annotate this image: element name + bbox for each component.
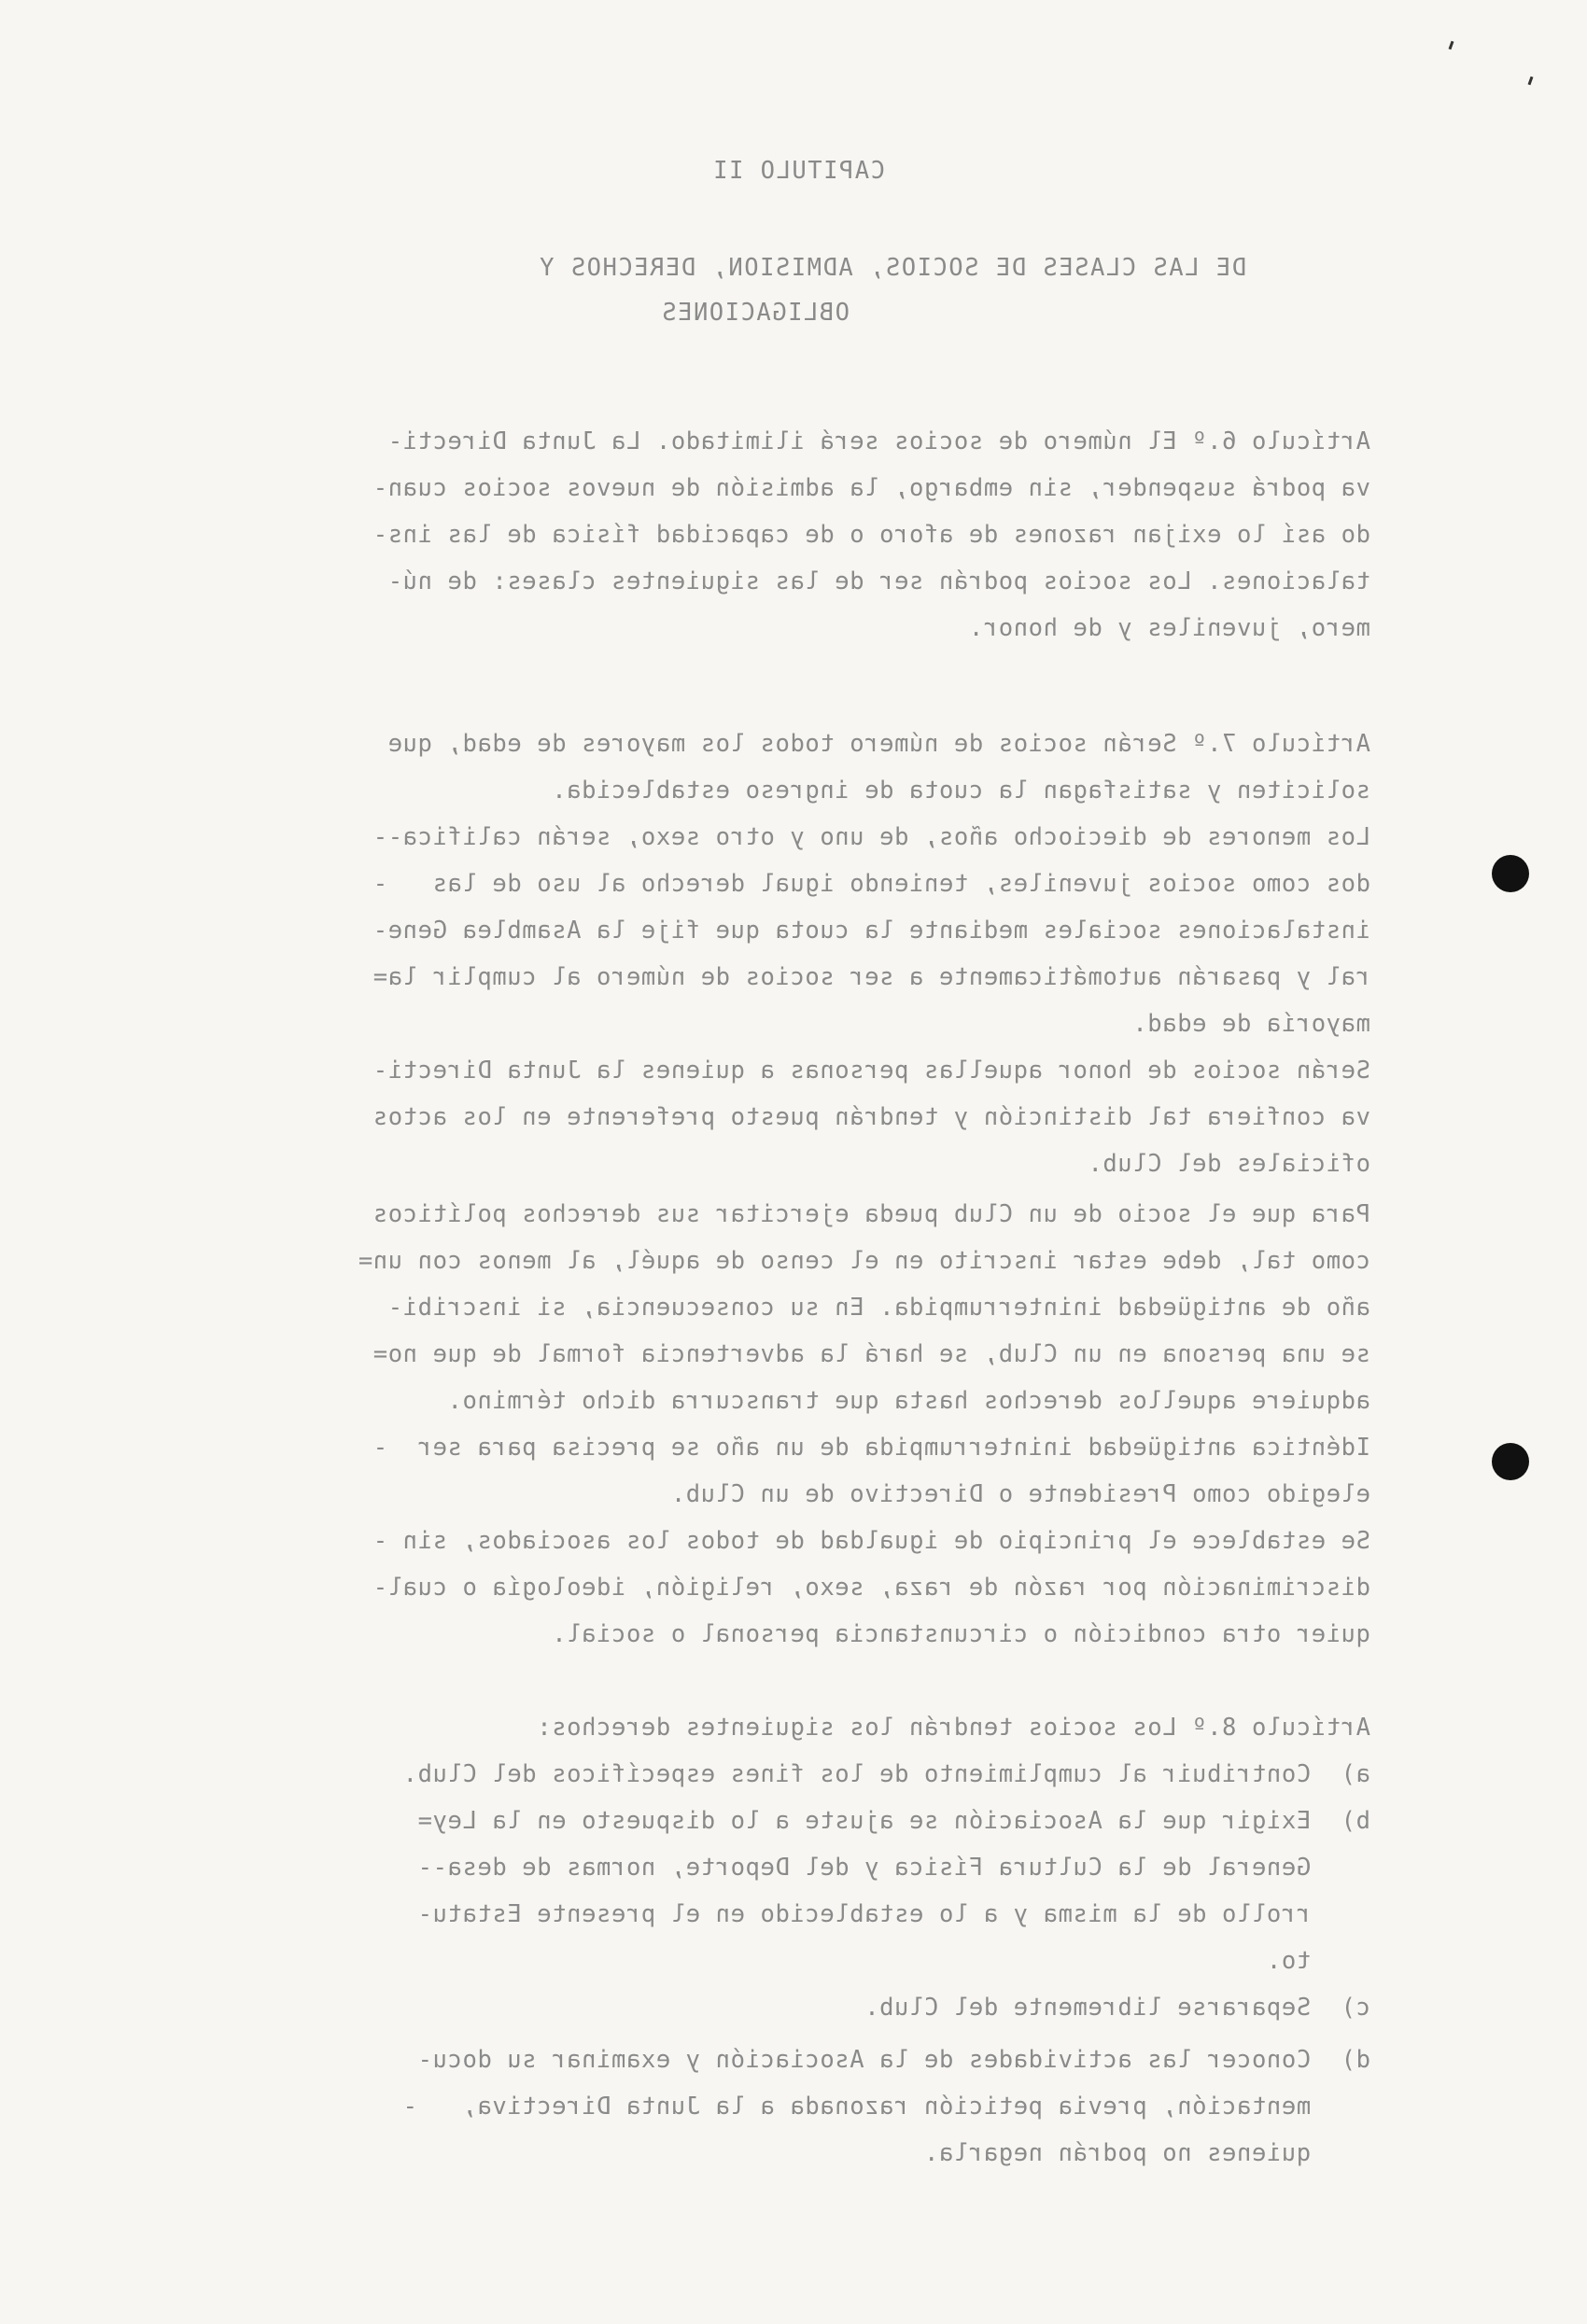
list-item: quienes no podrán negarla.	[923, 2139, 1370, 2167]
text-line: ral y pasarán automáticamente a ser socios de número al cumplir la=	[372, 963, 1370, 991]
text-line: Artículo 8.º Los socios tendrán los siguientes derechos:	[536, 1714, 1370, 1742]
text-line: adquiere aquellos derechos hasta que transcurra dicho término.	[446, 1387, 1370, 1415]
text-line: quier otra condición o circunstancia personal o social.	[551, 1620, 1370, 1648]
text-line: instalaciones sociales mediante la cuota que fije la Asamblea Gene-	[372, 917, 1370, 945]
text-line: Los menores de dieciocho años, de uno y otro sexo, serán califica--	[372, 823, 1370, 851]
text-line: soliciten y satisfagan la cuota de ingreso establecida.	[551, 777, 1370, 805]
punch-hole	[1492, 1443, 1529, 1480]
list-item: rrollo de la misma y a lo establecido en el presente Estatu-	[417, 1900, 1370, 1928]
text-line: Para que el socio de un Club pueda ejercitar sus derechos políticos	[372, 1200, 1370, 1228]
list-item: General de la Cultura Física y del Deporte, normas de desa--	[417, 1854, 1370, 1882]
text-line: talaciones. Los socios podrán ser de las siguientes clases: de nú-	[387, 567, 1370, 595]
text-line: como tal, debe estar inscrito en el censo de aquél, al menos con un=	[358, 1247, 1370, 1275]
list-item: d) Conocer las actividades de la Asociación y examinar su docu-	[417, 2046, 1370, 2074]
list-item: mentación, previa petición razonada a la Junta Directiva, -	[402, 2093, 1370, 2121]
text-line: oficiales del Club.	[1087, 1150, 1370, 1178]
list-item: a) Contribuir al cumplimiento de los fines específicos del Club.	[402, 1760, 1370, 1788]
text-line: elegido como Presidente o Directivo de un Club.	[670, 1480, 1370, 1508]
text-line: Se establece el principio de igualdad de todos los asociados, sin -	[372, 1527, 1370, 1555]
text-line: Artículo 7.º Serán socios de número todos los mayores de edad, que	[387, 730, 1370, 758]
text-line: Serán socios de honor aquellas personas a quienes la Junta Directi-	[372, 1057, 1370, 1085]
text-line: dos como socios juveniles, teniendo igual derecho al uso de las -	[372, 870, 1370, 898]
list-item: to.	[1266, 1947, 1370, 1975]
text-line: mayoría de edad.	[1131, 1010, 1370, 1038]
text-line: va podrá suspender, sin embargo, la admisión de nuevos socios cuan-	[372, 474, 1370, 502]
list-item: c) Separarse libremente del Club.	[864, 1994, 1370, 2022]
list-item: b) Exigir que la Asociación se ajuste a lo dispuesto en la Ley=	[417, 1807, 1370, 1835]
chapter-heading: CAPITULO II	[711, 157, 885, 185]
text-line: año de antigüedad ininterrumpida. En su consecuencia, si inscribi-	[387, 1294, 1370, 1322]
text-line: discriminación por razón de raza, sexo, religión, ideología o cual-	[372, 1574, 1370, 1602]
text-line: do así lo exijan razones de aforo o de capacidad física de las ins-	[372, 521, 1370, 549]
chapter-title-line: OBLIGACIONES	[660, 299, 850, 327]
punch-hole	[1492, 855, 1529, 892]
text-line: mero, juveniles y de honor.	[968, 614, 1370, 642]
text-line: Idéntica antigüedad ininterrumpida de un año se precisa para ser -	[372, 1434, 1370, 1462]
text-line: se una persona en un Club, se hará la advertencia formal de que no=	[372, 1340, 1370, 1368]
text-line: va confiera tal distinción y tendrán puesto preferente en los actos	[372, 1103, 1370, 1131]
chapter-title-line: DE LAS CLASES DE SOCIOS, ADMISION, DERECHOS Y	[538, 254, 1246, 282]
text-line: Artículo 6.º El número de socios será ilimitado. La Junta Directi-	[387, 427, 1370, 455]
